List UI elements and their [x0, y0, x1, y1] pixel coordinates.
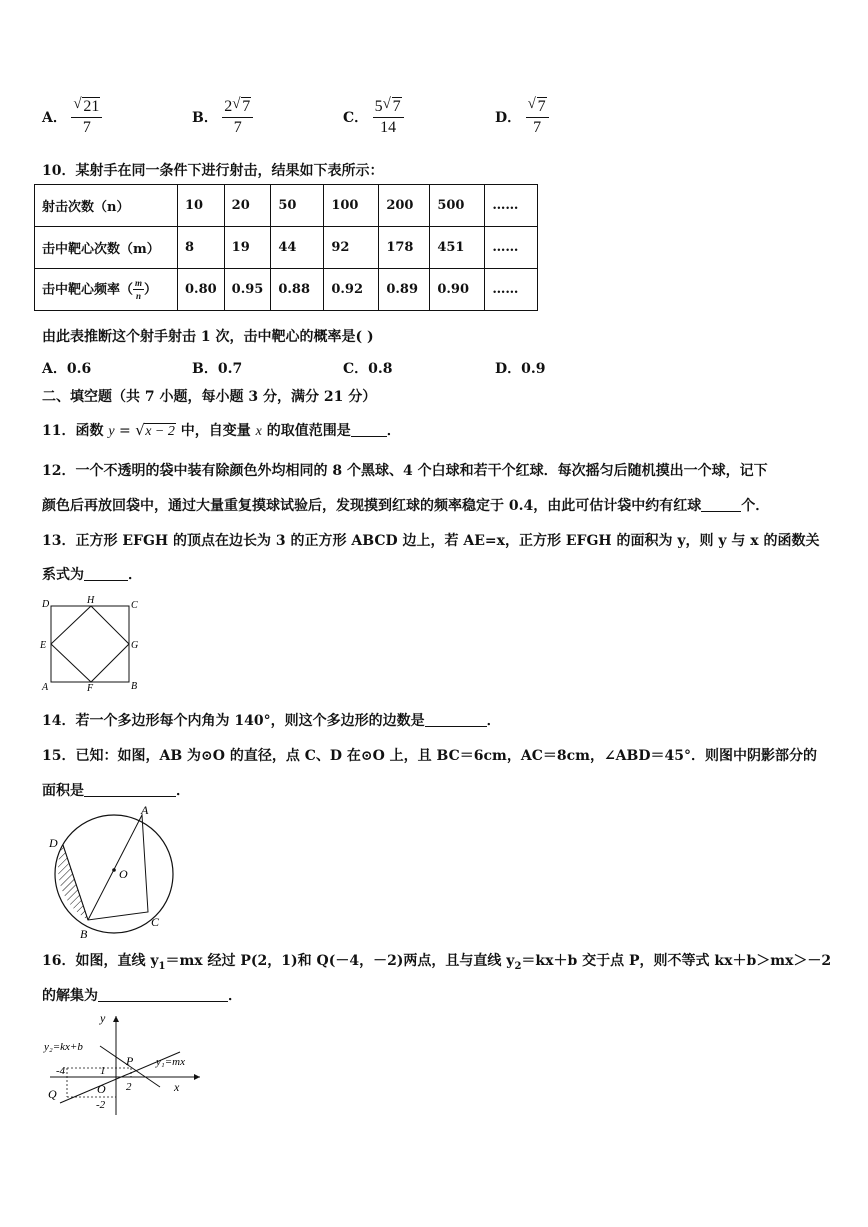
label-A: A: [42, 682, 49, 693]
q9-option-a: A． √ 21 7: [42, 98, 102, 138]
answer-blank[interactable]: [351, 422, 387, 437]
row-label-shots: 射击次数（n）: [35, 185, 178, 227]
results-table: [34, 184, 538, 311]
label-A: A: [141, 803, 149, 817]
answer-blank[interactable]: [425, 712, 487, 727]
row-label-hits: 击中靶心次数（m）: [35, 227, 178, 269]
answer-blank[interactable]: [98, 987, 228, 1002]
q16-line1: 16．如图，直线 $y_1=mx$ 经过 P(2，1)和 Q(－4，－2)两点，且与直线 $y_2=kx+b$ 交于点 P，则不等式 kx＋b＞mx＞－2: [42, 953, 832, 972]
answer-blank[interactable]: [701, 497, 741, 512]
q10-stem: 10．某射手在同一条件下进行射击，结果如下表所示：: [42, 163, 384, 179]
fraction: 2 √ 7 7: [222, 98, 253, 138]
circle-figure: [40, 800, 190, 944]
label-G: G: [131, 640, 139, 651]
q10-option-c: C．0.8: [343, 361, 393, 377]
label-B: B: [131, 681, 138, 692]
fraction: √ 7 7: [526, 98, 549, 138]
q10-option-d: D．0.9: [495, 361, 546, 377]
q11-text: 11．函数 y = √ x − 2 中，自变量 x 的取值范围是 ．: [42, 421, 401, 439]
q12-line2: 颜色后再放回袋中，通过大量重复摸球试验后，发现摸到红球的频率稳定于 0.4，由此可估计袋中约有红球 个．: [42, 498, 770, 514]
line2-label: y₂=kx+b: [44, 1041, 83, 1053]
section-title: 二、填空题（共 7 小题，每小题 3 分，满分 21 分）: [42, 389, 377, 405]
q10-question: 由此表推断这个射手射击 1 次，击中靶心的概率是( ): [42, 329, 374, 345]
table-row: 射击次数（n） 10 20 50 100 200 500 ……: [35, 185, 538, 227]
tick-1: 1: [100, 1065, 106, 1077]
label-O: O: [119, 867, 128, 881]
q13-line2: 系式为 ．: [42, 567, 142, 583]
point-P-label: P: [126, 1054, 134, 1068]
q12-line1: 12．一个不透明的袋中装有除颜色外均相同的 8 个黑球、4 个白球和若干个红球．每次摇匀后随机摸出一个球，记下: [42, 463, 768, 479]
tick-2: 2: [126, 1081, 132, 1093]
origin-label: O: [97, 1082, 106, 1096]
q13-line1: 13．正方形 EFGH 的顶点在边长为 3 的正方形 ABCD 边上，若 AE=x，正方形 EFGH 的面积为 y，则 y 与 x 的函数关: [42, 533, 820, 549]
square-figure: [36, 594, 146, 694]
table-row: 击中靶心次数（m） 8 19 44 92 178 451 ……: [35, 227, 538, 269]
y-axis-label: y: [100, 1011, 106, 1025]
q9-option-d: D． √ 7 7: [495, 98, 549, 138]
q10-option-a: A．0.6: [42, 361, 92, 377]
q15-line2: 面积是 ．: [42, 783, 190, 799]
label-C: C: [151, 915, 160, 929]
label-H: H: [87, 595, 95, 606]
label-E: E: [40, 640, 47, 651]
label-F: F: [87, 683, 94, 694]
label-B: B: [80, 927, 88, 941]
fraction: 5 √ 7 14: [373, 98, 404, 138]
tick-neg4: -4: [56, 1065, 66, 1077]
x-axis-label: x: [174, 1080, 180, 1094]
line1-label: y₁=mx: [156, 1056, 185, 1068]
row-label-freq: 击中靶心频率（ $\frac{m}{n}$ ）: [35, 269, 178, 311]
label-D: D: [49, 836, 58, 850]
q10-option-b: B．0.7: [192, 361, 243, 377]
label-C: C: [131, 600, 138, 611]
fraction: √ 21 7: [71, 98, 102, 138]
tick-neg2: -2: [96, 1099, 106, 1111]
point-Q-label: Q: [48, 1087, 57, 1101]
q15-line1: 15．已知：如图，AB 为⊙O 的直径，点 C、D 在⊙O 上，且 BC＝6cm，AC＝8cm，∠ABD＝45°．则图中阴影部分的: [42, 748, 818, 764]
q16-line2: 的解集为 ．: [42, 988, 242, 1004]
line-graph-figure: [40, 1010, 210, 1120]
q14-text: 14．若一个多边形每个内角为 140°，则这个多边形的边数是 ．: [42, 713, 501, 729]
answer-blank[interactable]: [84, 782, 176, 797]
label-D: D: [42, 599, 50, 610]
q9-option-c: C． 5 √ 7 14: [343, 98, 404, 138]
answer-blank[interactable]: [84, 566, 128, 581]
table-row: 击中靶心频率（ $\frac{m}{n}$ ） 0.80 0.95 0.88 0.92 0.89 0.90 ……: [35, 269, 538, 311]
q9-option-b: B． 2 √ 7 7: [192, 98, 253, 138]
